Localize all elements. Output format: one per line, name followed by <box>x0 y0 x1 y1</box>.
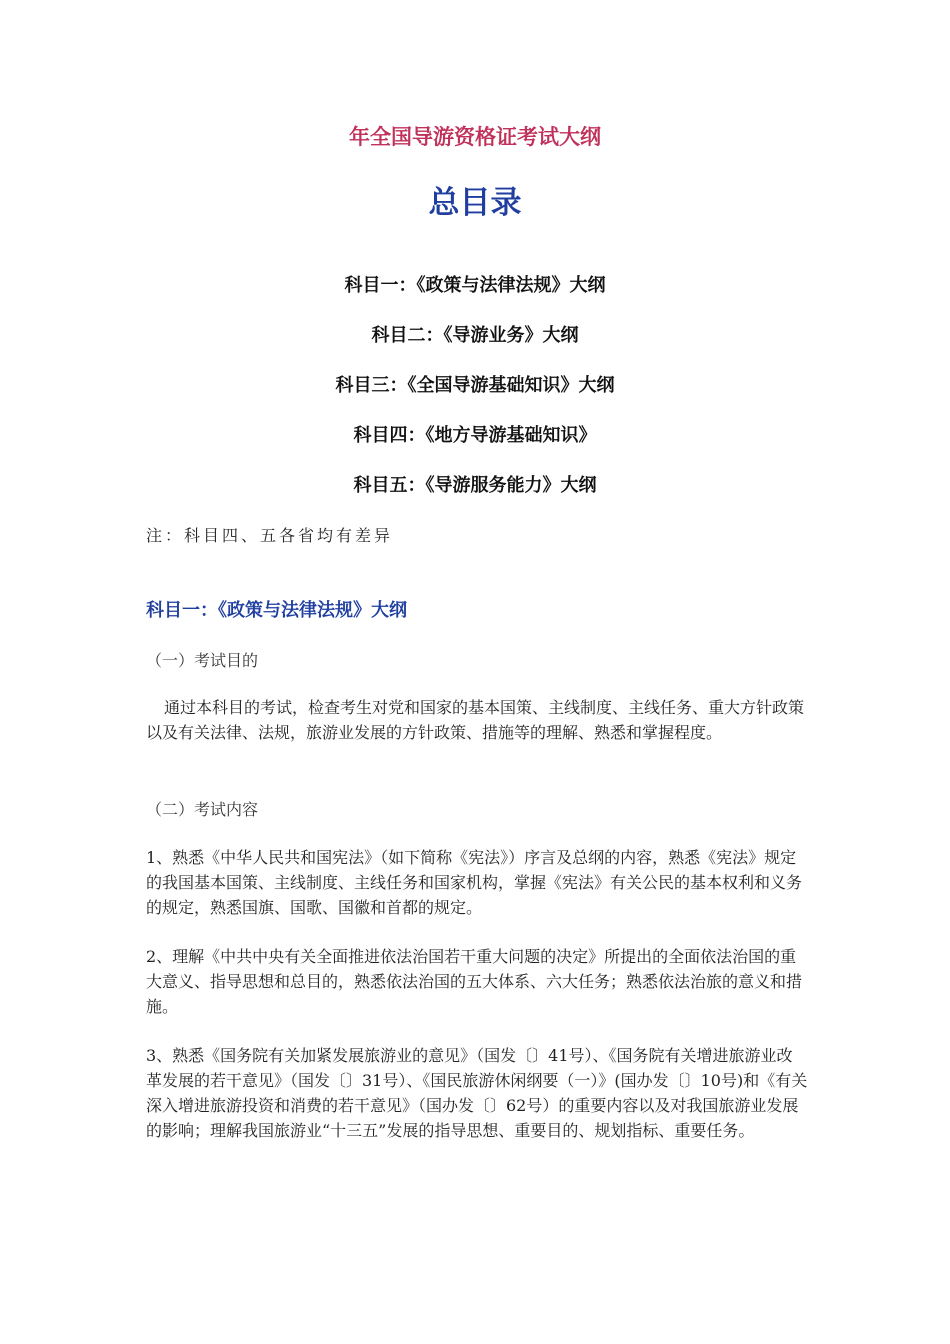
toc-item: 科目五：《导游服务能力》大纲 <box>353 475 597 496</box>
content-item: 3、熟悉《国务院有关加紧发展旅游业的意见》（国发〔〕41号）、《国务院有关增进旅游业改革发展的若干意见》（国发〔〕31号）、《国民旅游休闲纲要（一）》(国办发〔〕10号)和《有关深入增进旅游投资和消费的若干意见》（国办发〔〕62号）的重要内容以及对我国旅游业发展的影响；理解我国旅游业“十三五”发展的指导思想、重要目的、规划指标、重要任务。 <box>146 1046 808 1140</box>
toc-item: 科目四：《地方导游基础知识》 <box>353 425 597 446</box>
toc-heading: 总目录 <box>428 185 522 221</box>
toc-item: 科目一：《政策与法律法规》大纲 <box>344 275 606 296</box>
toc-item: 科目二：《导游业务》大纲 <box>371 325 579 346</box>
toc-note: 注：科目四、五各省均有差异 <box>146 526 394 545</box>
table-of-contents <box>0 273 950 523</box>
subsection-heading-content: （二）考试内容 <box>146 800 259 819</box>
section-heading: 科目一：《政策与法律法规》大纲 <box>146 600 407 621</box>
subsection-heading-purpose: （一）考试目的 <box>146 651 259 670</box>
purpose-paragraph: 通过本科目的考试，检查考生对党和国家的基本国策、主线制度、主线任务、重大方针政策以及有关法律、法规，旅游业发展的方针政策、措施等的理解、熟悉和掌握程度。 <box>146 698 805 742</box>
toc-item: 科目三：《全国导游基础知识》大纲 <box>335 375 615 396</box>
document-title: 年全国导游资格证考试大纲 <box>349 125 601 149</box>
content-item: 1、熟悉《中华人民共和国宪法》（如下简称《宪法》）序言及总纲的内容，熟悉《宪法》规定的我国基本国策、主线制度、主线任务和国家机构，掌握《宪法》有关公民的基本权利和义务的规定，熟悉国旗、国歌、国徽和首都的规定。 <box>146 848 803 917</box>
content-item: 2、理解《中共中央有关全面推进依法治国若干重大问题的决定》所提出的全面依法治国的重大意义、指导思想和总目的，熟悉依法治国的五大体系、六大任务；熟悉依法治旅的意义和措施。 <box>146 947 803 1016</box>
